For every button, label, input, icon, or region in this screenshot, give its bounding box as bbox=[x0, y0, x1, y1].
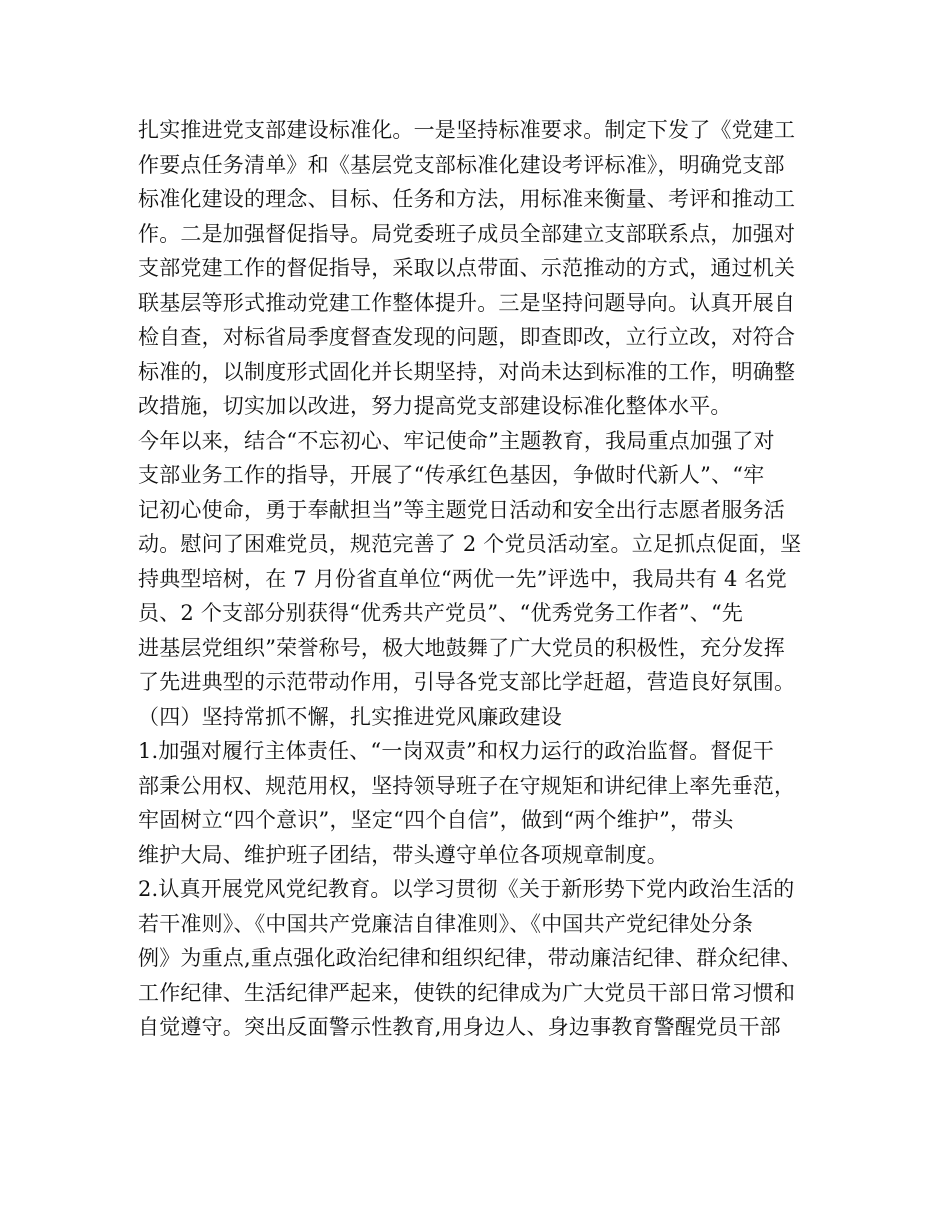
text-line: 记初心使命，勇于奉献担当”等主题党日活动和安全出行志愿者服务活 bbox=[138, 497, 785, 522]
text-line: 标准化建设的理念、目标、任务和方法，用标准来衡量、考评和推动工 bbox=[138, 187, 796, 211]
text-line: 牢固树立“四个意识”，坚定“四个自信”，做到“两个维护”，带头 bbox=[138, 808, 734, 832]
text-line: 作要点任务清单》和《基层党支部标准化建设考评标准》，明确党支部 bbox=[138, 152, 785, 177]
text-line: 作。二是加强督促指导。局党委班子成员全部建立支部联系点，加强对 bbox=[138, 221, 796, 246]
section-heading: （四）坚持常抓不懈，扎实推进党风廉政建设 bbox=[138, 704, 562, 729]
text-line: 改措施，切实加以改进，努力提高党支部建设标准化整体水平。 bbox=[138, 394, 732, 418]
text-line: 1.加强对履行主体责任、“一岗双责”和权力运行的政治监督。督促干 bbox=[138, 739, 774, 763]
text-line: 若干准则》、《中国共产党廉洁自律准则》、《中国共产党纪律处分条 bbox=[138, 911, 754, 936]
text-line: 员、2 个支部分别获得“优秀共产党员”、“优秀党务工作者”、“先 bbox=[138, 601, 744, 625]
text-line: 动。慰问了困难党员，规范完善了 2 个党员活动室。立足抓点促面，坚 bbox=[138, 532, 802, 556]
text-line: 自觉遵守。突出反面警示性教育,用身边人、身边事教育警醒党员干部 bbox=[138, 1015, 781, 1039]
text-line: 部秉公用权、规范用权，坚持领导班子在守规矩和讲纪律上率先垂范， bbox=[138, 773, 796, 798]
text-line: 扎实推进党支部建设标准化。一是坚持标准要求。制定下发了《党建工 bbox=[138, 118, 796, 142]
text-line: 支部业务工作的指导，开展了“传承红色基因，争做时代新人”、“牢 bbox=[138, 463, 765, 487]
document-body bbox=[138, 113, 818, 1045]
text-line: 2.认真开展党风党纪教育。以学习贯彻《关于新形势下党内政治生活的 bbox=[138, 877, 795, 901]
text-line: 了先进典型的示范带动作用，引导各党支部比学赶超，营造良好氛围。 bbox=[138, 670, 796, 694]
text-line: 维护大局、维护班子团结，带头遵守单位各项规章制度。 bbox=[138, 842, 668, 867]
text-line: 支部党建工作的督促指导，采取以点带面、示范推动的方式，通过机关 bbox=[138, 256, 796, 280]
text-line: 今年以来，结合“不忘初心、牢记使命”主题教育，我局重点加强了对 bbox=[138, 428, 775, 453]
text-line: 例》为重点,重点强化政治纪律和组织纪律，带动廉洁纪律、群众纪律、 bbox=[138, 946, 803, 970]
text-line: 联基层等形式推动党建工作整体提升。三是坚持问题导向。认真开展自 bbox=[138, 290, 796, 315]
text-line: 工作纪律、生活纪律严起来，使铁的纪律成为广大党员干部日常习惯和 bbox=[138, 980, 796, 1005]
text-line: 检自查，对标省局季度督查发现的问题，即查即改，立行立改，对符合 bbox=[138, 325, 796, 349]
text-line: 持典型培树，在 7 月份省直单位“两优一先”评选中，我局共有 4 名党 bbox=[138, 566, 787, 591]
text-line: 进基层党组织”荣誉称号，极大地鼓舞了广大党员的积极性，充分发挥 bbox=[138, 635, 785, 660]
text-line: 标准的，以制度形式固化并长期坚持，对尚未达到标准的工作，明确整 bbox=[138, 359, 796, 384]
